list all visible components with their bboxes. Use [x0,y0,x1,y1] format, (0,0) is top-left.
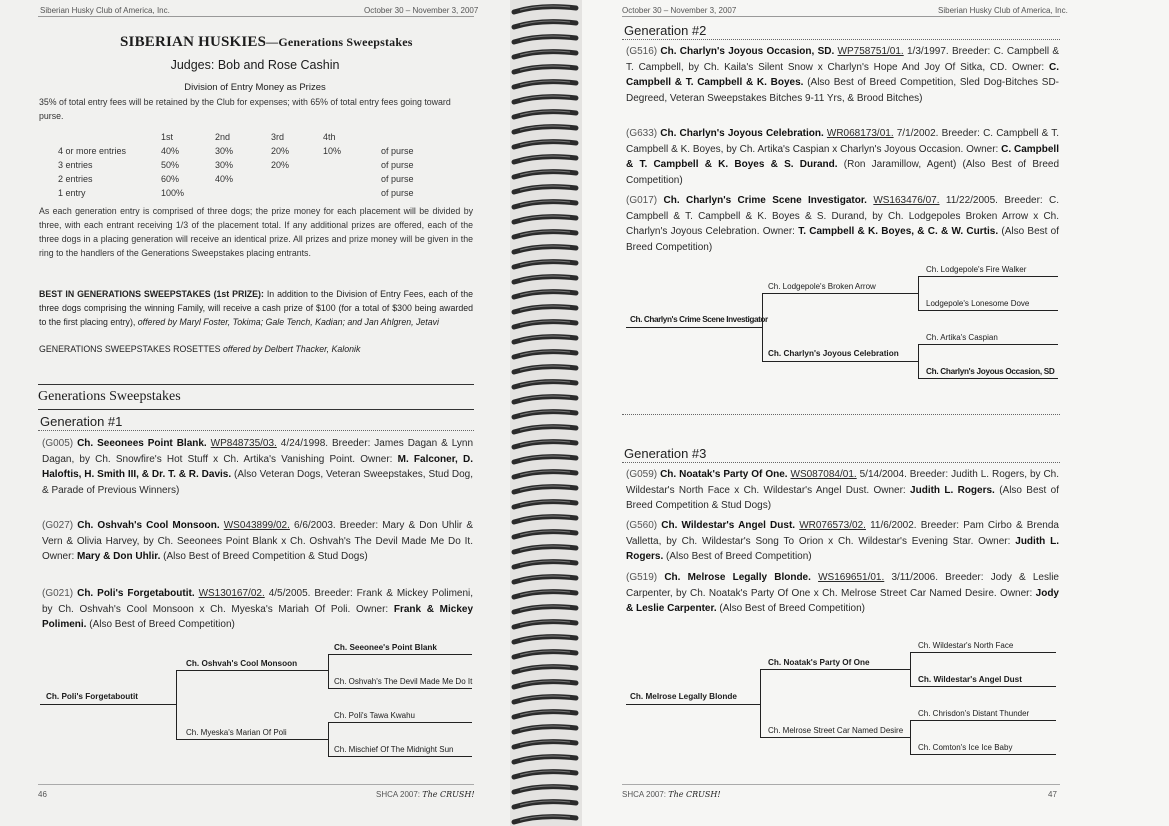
registration-number: WS087084/01. [790,469,857,480]
prize-cell: 40% [161,146,180,156]
registration-number: WR068173/01. [826,128,894,139]
entry-details: 1/3/1997. Breeder: C. Campbell & T. Campbell, by Ch. Kaila's Silent Snow x Charlyn's Hope And Joy Of Sitka, CD. Owner: [626,46,1060,73]
generation-rule [622,462,1060,463]
dog-name: Ch. Melrose Legally Blonde. [664,572,811,583]
entry-number: (G059) [626,469,658,480]
dog-name: Ch. Charlyn's Joyous Celebration. [660,128,824,139]
pedigree-line [918,344,1058,345]
pedigree-subject: Ch. Charlyn's Crime Scene Investigator [630,315,768,324]
dog-name: Ch. Charlyn's Joyous Occasion, SD. [660,46,835,57]
pedigree-dam-sire: Ch. Artika's Caspian [926,333,998,342]
prize-cell: 40% [215,174,234,184]
pedigree-sire-dam: Lodgepole's Lonesome Dove [926,299,1030,308]
entry-notes: (Also Best of Breed Competition & Stud Dogs) [626,484,1059,512]
prize-cell [323,172,381,186]
entry-details: 11/22/2005. Breeder: C. Campbell & T. Campbell & K. Boyes & S. Durand, by Ch. Lodgepoles Broken Arrow x Ch. Charlyn's Joyous Celebration. Owner: [626,195,1060,238]
generation-separator [622,414,1060,415]
entry-number: (G519) [626,572,658,583]
division-title: Division of Entry Money as Prizes [184,82,326,93]
section-rule [38,384,474,385]
prize-cell: of purse [381,174,414,184]
prize-cell: 30% [215,146,234,156]
footer-show-name: SHCA 2007: [622,790,667,799]
entry-number: (G027) [42,520,74,531]
registration-number: WP848735/03. [210,438,277,449]
prize-cell: 60% [161,174,180,184]
pedigree-line [328,756,472,757]
entry-notes: (Also Best of Breed Competition) [626,226,1059,253]
pedigree-line [760,669,910,670]
generation-rule [622,39,1060,40]
pedigree-dam: Ch. Charlyn's Joyous Celebration [768,349,899,358]
pedigree-line [910,686,1056,687]
prize-cell: 10% [323,146,342,156]
generation-rule [38,430,474,431]
owner: Jody & Leslie Carpenter. [626,587,1059,615]
entry-details: 5/14/2004. Breeder: Judith L. Rogers, by Ch. Wildestar's North Face x Ch. Wildestar's Angel Dust. Owner: [626,469,1060,496]
prize-cell: of purse [381,146,414,156]
header-rule [38,16,474,17]
title-sub: —Generations Sweepstakes [266,35,413,49]
pedigree-line [760,737,910,738]
judges-line: Judges: Bob and Rose Cashin [170,58,340,72]
prize-header-cell: 2nd [215,132,231,142]
dog-name: Ch. Oshvah's Cool Monsoon. [77,520,220,531]
pedigree-line [626,327,762,328]
page-title [120,34,413,51]
entry-number: (G516) [626,46,658,57]
pedigree-line [918,276,919,310]
running-header-date: October 30 – November 3, 2007 [364,6,479,15]
pedigree-subject: Ch. Poli's Forgetaboutit [46,692,139,701]
entry [626,570,1059,617]
entry-notes: (Also Veteran Dogs, Veteran Sweepstakes, Stud Dog, & Parade of Previous Winners) [42,469,473,496]
entry [42,518,473,565]
entry-details: 7/1/2002. Breeder: C. Campbell & T. Campbell & K. Boyes, by Ch. Artika's Caspian x Charlyn's Joyous Occasion. Owner: [626,128,1059,155]
prize-table [58,130,414,200]
prize-cell [215,186,271,200]
entry [42,586,473,633]
prize-header-cell: 1st [161,132,174,142]
registration-number: WR076573/02. [799,520,866,531]
prize-cell: 50% [161,160,180,170]
prize-cell: 4 or more entries [58,146,127,156]
pedigree-line [918,378,1058,379]
title-main: SIBERIAN HUSKIES [120,34,267,50]
entry [42,436,473,498]
page-number: 47 [1048,790,1057,799]
prize-cell [323,186,381,200]
best-text: In addition to the Division of Entry Fees, each of the three dogs comprising the winning Family, will receive a cash prize of $100 (for a total of $300 being awarded to the first placing entry), [39,289,473,327]
owner: T. Campbell & K. Boyes, & C. & W. Curtis. [798,226,999,238]
rosettes-offered: offered by Delbert Thacker, Kalonik [222,344,361,354]
pedigree-sire-dam: Ch. Oshvah's The Devil Made Me Do It [334,677,473,686]
pedigree-line [762,293,763,361]
entry [626,193,1059,255]
generation-3-title: Generation #3 [624,446,707,461]
entry-number: (G560) [626,520,658,531]
pedigree-dam-dam: Ch. Charlyn's Joyous Occasion, SD [926,367,1055,376]
pedigree-line [176,670,177,739]
pedigree-line [176,739,328,740]
pedigree-line [176,670,328,671]
prize-cell [271,172,323,186]
registration-number: WS163476/07. [873,195,940,206]
prize-cell: 30% [215,160,234,170]
running-header-date: October 30 – November 3, 2007 [622,6,737,15]
generation-1-title: Generation #1 [40,414,123,429]
pedigree-dam-sire: Ch. Poli's Tawa Kwahu [334,711,415,720]
prize-cell: 20% [271,160,290,170]
best-label: BEST IN GENERATIONS SWEEPSTAKES (1st PRIZE): [39,289,264,299]
prize-header-cell: 4th [323,132,336,142]
prize-cell: of purse [381,188,414,198]
section-rule-bottom [38,409,474,410]
owner: M. Falconer, D. Haloftis, H. Smith III, & Dr. T. & R. Davis. [42,453,473,481]
prize-cell: 100% [161,188,185,198]
dog-name: Ch. Wildestar's Angel Dust. [661,520,796,531]
pedigree-sire: Ch. Oshvah's Cool Monsoon [186,659,298,668]
entry-number: (G005) [42,438,74,449]
prize-cell [323,158,381,172]
entry-notes: (Also Best of Breed Competition) [89,619,235,631]
pedigree-line [328,722,329,756]
pedigree-line [910,720,1056,721]
pedigree-line [760,669,761,737]
registration-number: WS043899/02. [223,520,290,531]
pedigree-subject: Ch. Melrose Legally Blonde [630,692,737,701]
pedigree-dam: Ch. Myeska's Marian Of Poli [186,728,287,737]
pedigree-line [328,722,472,723]
intro-paragraph: 35% of total entry fees will be retained by the Club for expenses; with 65% of total entry fees going toward purse. [39,97,451,121]
pedigree-line [910,754,1056,755]
prize-row [58,186,414,200]
pedigree-line [910,652,911,686]
spiral-coils [510,0,582,826]
entry [626,126,1059,188]
rosettes-line [39,342,473,356]
footer-rule [38,784,474,785]
header-rule [622,16,1060,17]
page-number: 46 [38,790,47,799]
dog-name: Ch. Seeonees Point Blank. [77,438,207,449]
entry-details: 4/5/2005. Breeder: Frank & Mickey Polimeni, by Ch. Oshvah's Cool Monsoon x Ch. Myeska's Mariah Of Poli. Owner: [42,588,474,615]
prize-cell: 1 entry [58,188,86,198]
entry [626,518,1059,565]
footer-tagline: The CRUSH! [422,790,475,799]
entry-details: 3/11/2006. Breeder: Jody & Leslie Carpenter, by Ch. Noatak's Party Of One x Ch. Melrose Street Car Named Desire. Owner: [626,572,1059,599]
pedigree-line [918,276,1058,277]
entry-number: (G021) [42,588,74,599]
prize-row [58,144,414,158]
prize-row [58,172,414,186]
owner: Judith L. Rogers. [910,484,995,496]
entry-notes: (Also Best of Breed Competition) [719,603,865,615]
prize-header-cell [58,130,161,144]
pedigree-dam-dam: Ch. Comton's Ice Ice Baby [918,743,1013,752]
prize-cell: of purse [381,160,414,170]
running-header-club: Siberian Husky Club of America, Inc. [938,6,1068,15]
pedigree-line [762,293,918,294]
entry-details: 11/6/2002. Breeder: Pam Cirbo & Brenda Valletta, by Ch. Wildestar's Song To Orion x Ch. Wildestar's Evening Star. Owner: [626,520,1059,547]
pedigree-dam-dam: Ch. Mischief Of The Midnight Sun [334,745,454,754]
entry-notes: (Ron Jaramillow, Agent) (Also Best of Breed Competition) [626,159,1060,186]
generation-2-title: Generation #2 [624,23,707,38]
pedigree-sire-sire: Ch. Lodgepole's Fire Walker [926,265,1027,274]
pedigree-line [328,654,329,688]
footer-show-name: SHCA 2007: [376,790,421,799]
entry-details: 4/24/1998. Breeder: James Dagan & Lynn Dagan, by Ch. Snowfire's Hot Stuff x Ch. Artika's Vanishing Point. Owner: [42,438,474,465]
owner: Mary & Don Uhlir. [77,551,161,563]
owner: Judith L. Rogers. [626,535,1059,563]
pedigree-line [626,704,760,705]
pedigree-line [328,654,472,655]
dog-name: Ch. Poli's Forgetaboutit. [77,588,195,599]
entry-notes: (Also Best of Breed Competition) [666,551,812,563]
pedigree-dam-sire: Ch. Chrisdon's Distant Thunder [918,709,1030,718]
prize-row [58,158,414,172]
left-page [0,0,510,826]
owner: Frank & Mickey Polimeni. [42,603,474,631]
pedigree-sire-sire: Ch. Seeonee's Point Blank [334,643,437,652]
footer-rule [622,784,1060,785]
registration-number: WS169651/01. [818,572,885,583]
prize-cell: 20% [271,146,290,156]
pedigree-line [918,310,1058,311]
entry-number: (G633) [626,128,658,139]
pedigree-line [40,704,176,705]
pedigree-sire: Ch. Noatak's Party Of One [768,658,870,667]
registration-number: WS130167/02. [198,588,265,599]
entry-notes: (Also Best of Breed Competition & Stud Dogs) [163,551,368,563]
pedigree-line [328,688,472,689]
footer-show [376,790,475,799]
dog-name: Ch. Noatak's Party Of One. [660,469,788,480]
footer-show [622,790,721,799]
prize-cell [271,186,323,200]
pedigree-line [910,652,1056,653]
entry-number: (G017) [626,195,658,206]
section-title: Generations Sweepstakes [38,389,181,404]
registration-number: WP758751/01. [837,46,904,57]
entry-details: 6/6/2003. Breeder: Mary & Don Uhlir & Vern & Olivia Harvey, by Ch. Seeonees Point Blank x Ch. Oshvah's The Devil Made Me Do It. Owner: [42,520,474,563]
owner: C. Campbell & T. Campbell & K. Boyes. [626,61,1060,89]
running-header-club: Siberian Husky Club of America, Inc. [40,6,170,15]
pedigree-line [910,720,911,754]
rules-paragraph: As each generation entry is comprised of three dogs; the prize money for each placement will be divided by three, with each entrant receiving 1/3 of the placement total. If any additional prizes are offered, each of the three dogs in a placing generation will receive an identical prize. All prizes and prize money will be given in the ring to the handlers of the Generations Sweepstakes placing entrants. [39,206,473,258]
prize-header-cell [381,130,414,144]
pedigree-sire-dam: Ch. Wildestar's Angel Dust [918,675,1022,684]
entry [626,44,1059,106]
pedigree-sire: Ch. Lodgepole's Broken Arrow [768,282,876,291]
pedigree-sire-sire: Ch. Wildestar's North Face [918,641,1014,650]
best-in-generations [39,287,473,329]
prize-table-header [58,130,414,144]
best-offered: offered by Maryl Foster, Tokima; Gale Tench, Kadian; and Jan Ahlgren, Jetavi [137,317,439,327]
entry [626,467,1059,514]
pedigree-line [762,361,918,362]
right-page [582,0,1169,826]
entry-notes: (Also Best of Breed Competition, Sled Dog-Bitches SD-Degreed, Veteran Sweepstakes Bitches 9-11 Yrs, & Brood Bitches) [626,77,1060,104]
rosettes-label: GENERATIONS SWEEPSTAKES ROSETTES [39,344,221,354]
pedigree-line [918,344,919,378]
owner: C. Campbell & T. Campbell & K. Boyes & S. Durand. [626,143,1059,171]
spiral-binding [510,0,582,826]
prize-header-cell: 3rd [271,132,285,142]
prize-cell: 3 entries [58,160,93,170]
pedigree-dam: Ch. Melrose Street Car Named Desire [768,726,904,735]
prize-cell: 2 entries [58,174,93,184]
dog-name: Ch. Charlyn's Crime Scene Investigator. [663,195,867,206]
footer-tagline: The CRUSH! [668,790,721,799]
